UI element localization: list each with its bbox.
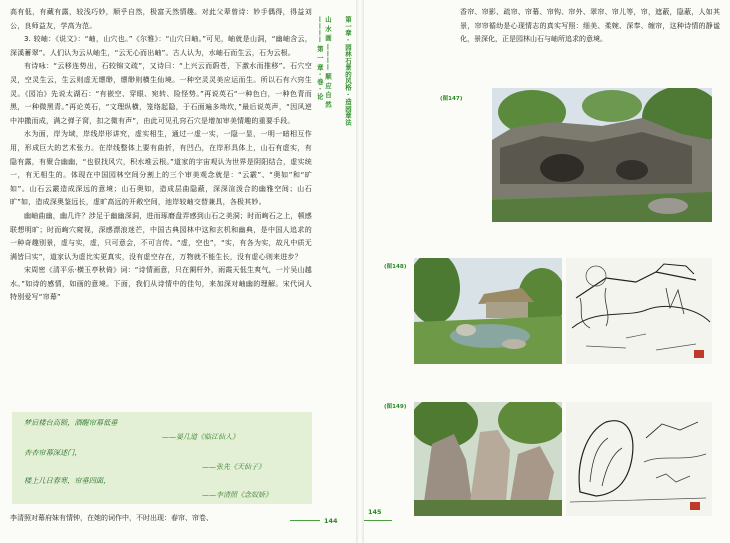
paragraph: 水为面，岸为域，岸线岸形讲究，虚实相生，通过一虚一实，一隐一显，一明一暗相互作用，形成巨大的艺术张力。在岸线整体上要有曲折，有凹凸，在岸形具体上，山石有虚实，有隐有露，有聚合幽幽，“也很找风穴，积水堆云根。”道家的宇宙观认为世界是阴阳结合，虚实统一，有无相生的。体现在中国园林空间分割上的三个审美观念就是：“云霰”、“奥如”和“旷如”。山石云霰造成深远的意境；山石奥如，造成层曲隐蔽，深深渲泼合的幽雅空间；山石旷”如，造成深奥鉴远长，虚旷高远的开敞空间，池岸较岫交替兼具，各极其妙。 <box>10 130 312 207</box>
right-body-text: 香帘、帘影、疏帘、帘幕、帘钩、帘外、翠帘、帘儿等，帘，遮蔽，隐蔽，人如其景，帘帘循幼是心现情志的真实写照：细美、柔婉、深奉、缠帘，这种诗情的静谧化，景深化，正是园林山石与岫所追求的意境。 <box>460 8 720 44</box>
page-number-rule <box>364 520 392 521</box>
poem-line-1: 梦后楼台高锁，酒醒帘幕低垂 <box>24 418 118 427</box>
poem-attribution-3: ——李清照《念奴娇》 <box>202 491 272 499</box>
right-page <box>364 0 730 543</box>
page-number-left: 144 <box>324 517 338 525</box>
paragraph: 3. 较岫：《说文》：“岫，山穴也。”《尔雅》：“山穴曰岫。”可见，岫就是山洞，“幽岫含云，深溪蓄翠”。人们认为云从岫生，“云无心而出岫”。古人认为，水岫石而生云，石为云根。 <box>10 35 312 57</box>
paragraph: 幽岫曲幽，幽几许？涉足于幽幽深洞，进而琢磨盘弄感到山石之美洞；时而峋石之上，顿感联想明旷；时而峋穴窥视，深感漂浪迷芒，中国古典园林中这和玄机和幽典，是中国人追求的一种奇趣别景，虚与实，虚，只可意会，不可言传。“虚，空也”，“实，有各为实，故凡中质无满皆曰实”，道家认为虚比实更真实，没有虚空存在，万物就不能生长，没有虚心则来进步？ <box>10 211 312 261</box>
pond-photo <box>414 258 562 364</box>
paragraph: 宋周密《清平乐·横玉亭秋倚》词：“诗情画意，只在阑杆外，雨霞天低生爽气，一片吴山越水。”如诗的感情，如画的意境。下面，我们从诗情中的佳句，来加深对岫幽的理解。宋代词人特别爱写“帘幕” <box>10 266 312 302</box>
poem-line-3: 楼上几日春寒，帘垂四面， <box>24 476 111 485</box>
poem-attribution-1: ——晏几道《临江仙人》 <box>162 433 239 441</box>
poem-line-2: 杏杏帘幕深述门， <box>24 448 82 457</box>
stone-garden-photo <box>414 402 562 516</box>
stone-garden-sketch <box>566 402 712 516</box>
figure-label-147: (图147) <box>440 96 463 102</box>
running-head-vertical: 山 水 画 ———— 顺 应 自 然 ———— 第 一 章 · 巻 · 论 <box>315 16 332 108</box>
poem-attribution-2: ——张先《天仙子》 <box>202 463 265 471</box>
left-last-line: 李清照对幕府妹有情钟，在她的词作中，不时出现：春帘、帘卷、 <box>10 514 213 522</box>
pond-sketch <box>566 258 712 364</box>
book-spine <box>356 0 364 543</box>
left-page <box>0 0 356 543</box>
figure-label-149: (图149) <box>384 404 407 410</box>
page-number-right: 145 <box>368 508 382 516</box>
page-number-rule <box>290 520 320 521</box>
rockery-photo <box>492 88 712 222</box>
figure-label-148: (图148) <box>384 264 407 270</box>
left-body-text <box>10 6 312 305</box>
paragraph: 高有低，有藏有露，较浅巧妙，顺乎自然，极富天然情趣。对此父辈曾诗：妙手偶得，得益刘公，良师益友，学高为范。 <box>10 8 312 30</box>
paragraph: 有诗咏：“云移连势出，石较锦文疏”，又诗曰：“上兴云而蔚苍，下激水而推移”。石穴空灵，空灵生云，生云则虚无缥缈，缥缈则横生仙境。一种空灵灵美应运而生。所以石有六窍生灵。《园冶》先说太湖石：“有嵌空、穿眼、宛转、险怪势。”再说英石“一种色白，一种色青而黑，一种微黑青。”再论英石，“文理纵横，笼络起隐，于石面遍多坳坎，”最后说英声，“因风逆中冲撒而成，满之弹子窝，扣之微有声”，由此可见孔窍石穴是增加审美情趣的重要手段。 <box>10 62 312 125</box>
poem-box <box>12 412 312 504</box>
chapter-heading-vertical: 第一章 · 园林石景的风格 · 造园章法 <box>344 16 352 126</box>
